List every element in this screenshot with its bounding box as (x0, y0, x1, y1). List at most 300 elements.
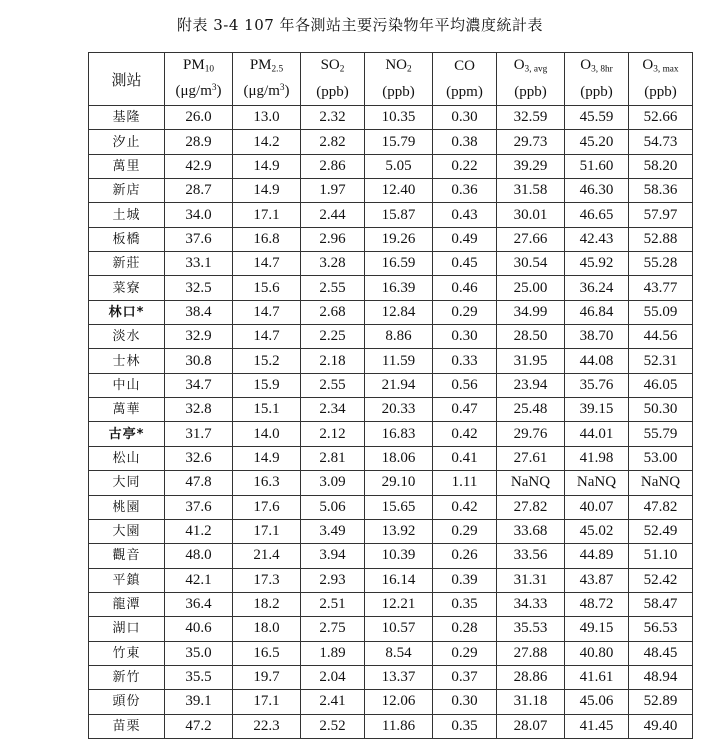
table-row (89, 154, 693, 178)
table-cell: 0.30 (433, 690, 497, 714)
table-cell: 14.9 (233, 179, 301, 203)
table-cell: 0.45 (433, 252, 497, 276)
table-cell: 52.88 (629, 227, 693, 251)
column-unit (565, 79, 629, 106)
table-cell: 17.1 (233, 519, 301, 543)
table-cell: 48.94 (629, 665, 693, 689)
table-cell: 14.9 (233, 154, 301, 178)
station-name: 觀音 (89, 544, 165, 568)
table-cell: 35.76 (565, 373, 629, 397)
table-row (89, 446, 693, 470)
table-cell: 28.9 (165, 130, 233, 154)
table-cell: 0.22 (433, 154, 497, 178)
column-name: CO (454, 57, 475, 74)
table-cell: 12.84 (365, 300, 433, 324)
table-cell: 34.99 (497, 300, 565, 324)
table-cell: 0.29 (433, 519, 497, 543)
table-cell: 16.8 (233, 227, 301, 251)
table-cell: 30.8 (165, 349, 233, 373)
table-cell: 22.3 (233, 714, 301, 738)
station-name: 龍潭 (89, 592, 165, 616)
table-cell: 2.96 (301, 227, 365, 251)
table-cell: 34.0 (165, 203, 233, 227)
column-name-subscript: 2.5 (271, 64, 284, 75)
table-cell: 38.4 (165, 300, 233, 324)
table-cell: 1.89 (301, 641, 365, 665)
table-cell: 17.6 (233, 495, 301, 519)
column-header (301, 53, 365, 80)
table-cell: 32.8 (165, 398, 233, 422)
table-cell: 10.57 (365, 617, 433, 641)
table-cell: 32.9 (165, 325, 233, 349)
table-cell: 0.29 (433, 300, 497, 324)
station-name: 汐止 (89, 130, 165, 154)
table-cell: 41.45 (565, 714, 629, 738)
table-cell: 46.30 (565, 179, 629, 203)
column-unit (433, 79, 497, 106)
table-cell: 29.73 (497, 130, 565, 154)
table-cell: 41.61 (565, 665, 629, 689)
table-row (89, 398, 693, 422)
table-cell: 2.93 (301, 568, 365, 592)
table-cell: 18.0 (233, 617, 301, 641)
table-cell: 12.21 (365, 592, 433, 616)
table-cell: 2.52 (301, 714, 365, 738)
station-name: 大同 (89, 471, 165, 495)
table-cell: 11.59 (365, 349, 433, 373)
table-cell: 40.6 (165, 617, 233, 641)
table-row (89, 130, 693, 154)
table-cell: 2.34 (301, 398, 365, 422)
table-cell: 28.7 (165, 179, 233, 203)
table-cell: 2.86 (301, 154, 365, 178)
table-cell: 28.07 (497, 714, 565, 738)
station-name: 板橋 (89, 227, 165, 251)
table-cell: 16.83 (365, 422, 433, 446)
table-cell: 37.6 (165, 495, 233, 519)
table-cell: 41.98 (565, 446, 629, 470)
table-cell: 14.0 (233, 422, 301, 446)
table-cell: 57.97 (629, 203, 693, 227)
unit-text-close: ) (284, 83, 290, 100)
table-cell: 2.04 (301, 665, 365, 689)
table-caption: 附表 3-4 107 年各測站主要污染物年平均濃度統計表 (176, 16, 544, 34)
unit-text: (ppb) (580, 83, 613, 100)
table-cell: 52.31 (629, 349, 693, 373)
table-cell: 17.1 (233, 690, 301, 714)
station-column-header: 測站 (89, 53, 165, 106)
column-header (365, 53, 433, 80)
table-cell: 42.9 (165, 154, 233, 178)
column-name: NO (385, 57, 407, 74)
table-row (89, 300, 693, 324)
table-row (89, 714, 693, 738)
table-cell: 12.40 (365, 179, 433, 203)
station-name: 平鎮 (89, 568, 165, 592)
table-cell: 15.6 (233, 276, 301, 300)
table-cell: 49.40 (629, 714, 693, 738)
table-cell: 49.15 (565, 617, 629, 641)
table-cell: 16.14 (365, 568, 433, 592)
table-cell: 31.18 (497, 690, 565, 714)
station-name: 菜寮 (89, 276, 165, 300)
column-name-subscript: 3, max (653, 64, 679, 75)
table-cell: 30.54 (497, 252, 565, 276)
table-cell: 30.01 (497, 203, 565, 227)
table-cell: 23.94 (497, 373, 565, 397)
station-name: 湖口 (89, 617, 165, 641)
table-cell: 52.49 (629, 519, 693, 543)
table-row (89, 203, 693, 227)
column-unit (301, 79, 365, 106)
column-unit (497, 79, 565, 106)
table-cell: 55.09 (629, 300, 693, 324)
table-cell: 2.41 (301, 690, 365, 714)
table-cell: 46.84 (565, 300, 629, 324)
column-name-subscript: 2 (407, 64, 412, 75)
table-cell: 43.77 (629, 276, 693, 300)
table-cell: NaNQ (565, 471, 629, 495)
table-row (89, 252, 693, 276)
table-cell: 0.56 (433, 373, 497, 397)
table-cell: 43.87 (565, 568, 629, 592)
station-name: 頭份 (89, 690, 165, 714)
table-cell: 47.8 (165, 471, 233, 495)
station-name: 古亭* (89, 422, 165, 446)
table-cell: 21.94 (365, 373, 433, 397)
table-cell: 40.07 (565, 495, 629, 519)
table-cell: 5.05 (365, 154, 433, 178)
table-cell: 32.5 (165, 276, 233, 300)
table-cell: 15.65 (365, 495, 433, 519)
table-cell: 0.28 (433, 617, 497, 641)
table-cell: 26.0 (165, 106, 233, 130)
table-cell: 0.33 (433, 349, 497, 373)
table-cell: 13.92 (365, 519, 433, 543)
unit-superscript: 3 (211, 83, 217, 94)
table-cell: 39.1 (165, 690, 233, 714)
column-name: O (580, 57, 592, 74)
station-name: 基隆 (89, 106, 165, 130)
table-cell: 33.1 (165, 252, 233, 276)
table-cell: 48.72 (565, 592, 629, 616)
column-name-subscript: 10 (204, 64, 214, 75)
table-cell: 1.11 (433, 471, 497, 495)
table-cell: 54.73 (629, 130, 693, 154)
station-name: 淡水 (89, 325, 165, 349)
table-row (89, 544, 693, 568)
table-cell: NaNQ (497, 471, 565, 495)
table-cell: 16.5 (233, 641, 301, 665)
table-cell: 45.59 (565, 106, 629, 130)
column-unit (629, 79, 693, 106)
table-body (89, 106, 693, 739)
table-row (89, 227, 693, 251)
column-name: O (642, 57, 654, 74)
table-cell: 8.86 (365, 325, 433, 349)
table-cell: 45.20 (565, 130, 629, 154)
table-cell: 46.05 (629, 373, 693, 397)
table-cell: 37.6 (165, 227, 233, 251)
table-cell: 15.9 (233, 373, 301, 397)
table-cell: 58.20 (629, 154, 693, 178)
table-cell: 11.86 (365, 714, 433, 738)
table-cell: 32.59 (497, 106, 565, 130)
unit-text: (ppm) (446, 83, 483, 100)
table-cell: 42.43 (565, 227, 629, 251)
table-cell: 14.2 (233, 130, 301, 154)
table-cell: 52.66 (629, 106, 693, 130)
table-cell: 48.45 (629, 641, 693, 665)
table-cell: 45.06 (565, 690, 629, 714)
table-cell: 2.55 (301, 276, 365, 300)
table-cell: 3.49 (301, 519, 365, 543)
table-cell: 0.46 (433, 276, 497, 300)
column-unit (165, 79, 233, 106)
table-cell: 16.39 (365, 276, 433, 300)
table-cell: 18.06 (365, 446, 433, 470)
table-cell: 14.7 (233, 252, 301, 276)
table-cell: 27.61 (497, 446, 565, 470)
table-cell: 39.15 (565, 398, 629, 422)
table-cell: 44.89 (565, 544, 629, 568)
table-cell: NaNQ (629, 471, 693, 495)
table-cell: 0.30 (433, 106, 497, 130)
table-cell: 56.53 (629, 617, 693, 641)
unit-text: (ppb) (514, 83, 547, 100)
station-name: 桃園 (89, 495, 165, 519)
column-name-subscript: 3, 8hr (591, 64, 613, 75)
table-row (89, 641, 693, 665)
table-cell: 0.38 (433, 130, 497, 154)
column-unit (233, 79, 301, 106)
station-name: 苗栗 (89, 714, 165, 738)
table-cell: 13.0 (233, 106, 301, 130)
table-cell: 10.35 (365, 106, 433, 130)
table-cell: 15.79 (365, 130, 433, 154)
table-cell: 1.97 (301, 179, 365, 203)
table-cell: 28.86 (497, 665, 565, 689)
table-cell: 32.6 (165, 446, 233, 470)
table-header (89, 53, 693, 106)
table-cell: 8.54 (365, 641, 433, 665)
table-cell: 33.68 (497, 519, 565, 543)
station-name: 新竹 (89, 665, 165, 689)
table-cell: 58.47 (629, 592, 693, 616)
table-cell: 0.30 (433, 325, 497, 349)
table-cell: 55.79 (629, 422, 693, 446)
table-cell: 2.82 (301, 130, 365, 154)
table-cell: 29.76 (497, 422, 565, 446)
table-cell: 31.31 (497, 568, 565, 592)
table-cell: 10.39 (365, 544, 433, 568)
table-cell: 3.09 (301, 471, 365, 495)
table-cell: 27.82 (497, 495, 565, 519)
station-name: 林口* (89, 300, 165, 324)
column-unit (365, 79, 433, 106)
table-cell: 15.2 (233, 349, 301, 373)
station-name: 中山 (89, 373, 165, 397)
column-name: PM (249, 57, 272, 74)
table-cell: 13.37 (365, 665, 433, 689)
table-cell: 0.37 (433, 665, 497, 689)
table-cell: 31.7 (165, 422, 233, 446)
table-cell: 0.29 (433, 641, 497, 665)
pollutant-table (88, 52, 693, 739)
unit-text: (ppb) (382, 83, 415, 100)
table-row (89, 617, 693, 641)
table-cell: 18.2 (233, 592, 301, 616)
table-cell: 35.53 (497, 617, 565, 641)
table-row (89, 495, 693, 519)
column-header (629, 53, 693, 80)
table-cell: 40.80 (565, 641, 629, 665)
station-name: 土城 (89, 203, 165, 227)
table-cell: 14.9 (233, 446, 301, 470)
table-cell: 42.1 (165, 568, 233, 592)
table-row (89, 276, 693, 300)
table-cell: 0.42 (433, 495, 497, 519)
column-header (233, 53, 301, 80)
table-cell: 31.58 (497, 179, 565, 203)
table-cell: 19.7 (233, 665, 301, 689)
table-row (89, 690, 693, 714)
table-row (89, 179, 693, 203)
table-cell: 14.7 (233, 325, 301, 349)
table-cell: 0.39 (433, 568, 497, 592)
table-cell: 0.47 (433, 398, 497, 422)
table-cell: 29.10 (365, 471, 433, 495)
table-cell: 0.35 (433, 592, 497, 616)
column-name-subscript: 3, avg (524, 64, 548, 75)
table-cell: 12.06 (365, 690, 433, 714)
table-cell: 3.28 (301, 252, 365, 276)
table-cell: 5.06 (301, 495, 365, 519)
station-name: 竹東 (89, 641, 165, 665)
table-cell: 2.44 (301, 203, 365, 227)
station-name: 新店 (89, 179, 165, 203)
table-row (89, 568, 693, 592)
table-cell: 2.81 (301, 446, 365, 470)
table-cell: 33.56 (497, 544, 565, 568)
table-cell: 0.35 (433, 714, 497, 738)
table-cell: 16.3 (233, 471, 301, 495)
table-cell: 15.1 (233, 398, 301, 422)
table-cell: 44.08 (565, 349, 629, 373)
table-row (89, 592, 693, 616)
table-cell: 50.30 (629, 398, 693, 422)
table-cell: 45.02 (565, 519, 629, 543)
table-cell: 17.3 (233, 568, 301, 592)
unit-text: (μg/m (243, 83, 280, 100)
table-cell: 3.94 (301, 544, 365, 568)
table-cell: 47.82 (629, 495, 693, 519)
table-cell: 35.0 (165, 641, 233, 665)
column-name-subscript: 2 (339, 64, 345, 75)
table-cell: 2.75 (301, 617, 365, 641)
table-cell: 17.1 (233, 203, 301, 227)
table-cell: 31.95 (497, 349, 565, 373)
station-name: 新莊 (89, 252, 165, 276)
table-row (89, 106, 693, 130)
table-cell: 25.00 (497, 276, 565, 300)
column-name: PM (183, 57, 205, 74)
table-cell: 2.32 (301, 106, 365, 130)
unit-text: (μg/m (175, 83, 212, 100)
table-cell: 2.55 (301, 373, 365, 397)
station-name: 萬里 (89, 154, 165, 178)
table-cell: 14.7 (233, 300, 301, 324)
table-cell: 19.26 (365, 227, 433, 251)
table-cell: 48.0 (165, 544, 233, 568)
table-row (89, 349, 693, 373)
table-cell: 2.51 (301, 592, 365, 616)
station-name: 大園 (89, 519, 165, 543)
table-cell: 34.7 (165, 373, 233, 397)
table-cell: 46.65 (565, 203, 629, 227)
column-header (165, 53, 233, 80)
column-header (565, 53, 629, 80)
table-cell: 47.2 (165, 714, 233, 738)
column-header (497, 53, 565, 80)
table-cell: 27.88 (497, 641, 565, 665)
table-cell: 0.49 (433, 227, 497, 251)
table-cell: 44.01 (565, 422, 629, 446)
table-cell: 38.70 (565, 325, 629, 349)
table-cell: 21.4 (233, 544, 301, 568)
table-cell: 45.92 (565, 252, 629, 276)
table-cell: 39.29 (497, 154, 565, 178)
unit-superscript: 3 (279, 83, 285, 94)
table-cell: 2.68 (301, 300, 365, 324)
table-cell: 0.26 (433, 544, 497, 568)
station-name: 萬華 (89, 398, 165, 422)
unit-text: (ppb) (316, 83, 349, 100)
table-cell: 27.66 (497, 227, 565, 251)
column-name: SO (320, 57, 340, 74)
table-cell: 0.42 (433, 422, 497, 446)
table-cell: 36.24 (565, 276, 629, 300)
table-cell: 44.56 (629, 325, 693, 349)
column-name: O (513, 57, 525, 74)
table-cell: 52.89 (629, 690, 693, 714)
table-cell: 58.36 (629, 179, 693, 203)
table-cell: 51.60 (565, 154, 629, 178)
table-row (89, 519, 693, 543)
table-cell: 0.41 (433, 446, 497, 470)
table-cell: 25.48 (497, 398, 565, 422)
table-cell: 2.18 (301, 349, 365, 373)
table-row (89, 471, 693, 495)
table-row (89, 665, 693, 689)
table-row (89, 373, 693, 397)
table-cell: 20.33 (365, 398, 433, 422)
table-cell: 36.4 (165, 592, 233, 616)
table-cell: 15.87 (365, 203, 433, 227)
station-name: 士林 (89, 349, 165, 373)
table-cell: 34.33 (497, 592, 565, 616)
table-cell: 55.28 (629, 252, 693, 276)
table-cell: 0.36 (433, 179, 497, 203)
table-cell: 28.50 (497, 325, 565, 349)
table-cell: 52.42 (629, 568, 693, 592)
table-cell: 16.59 (365, 252, 433, 276)
table-cell: 2.12 (301, 422, 365, 446)
table-cell: 2.25 (301, 325, 365, 349)
column-header (433, 53, 497, 80)
table-row (89, 422, 693, 446)
table-cell: 51.10 (629, 544, 693, 568)
